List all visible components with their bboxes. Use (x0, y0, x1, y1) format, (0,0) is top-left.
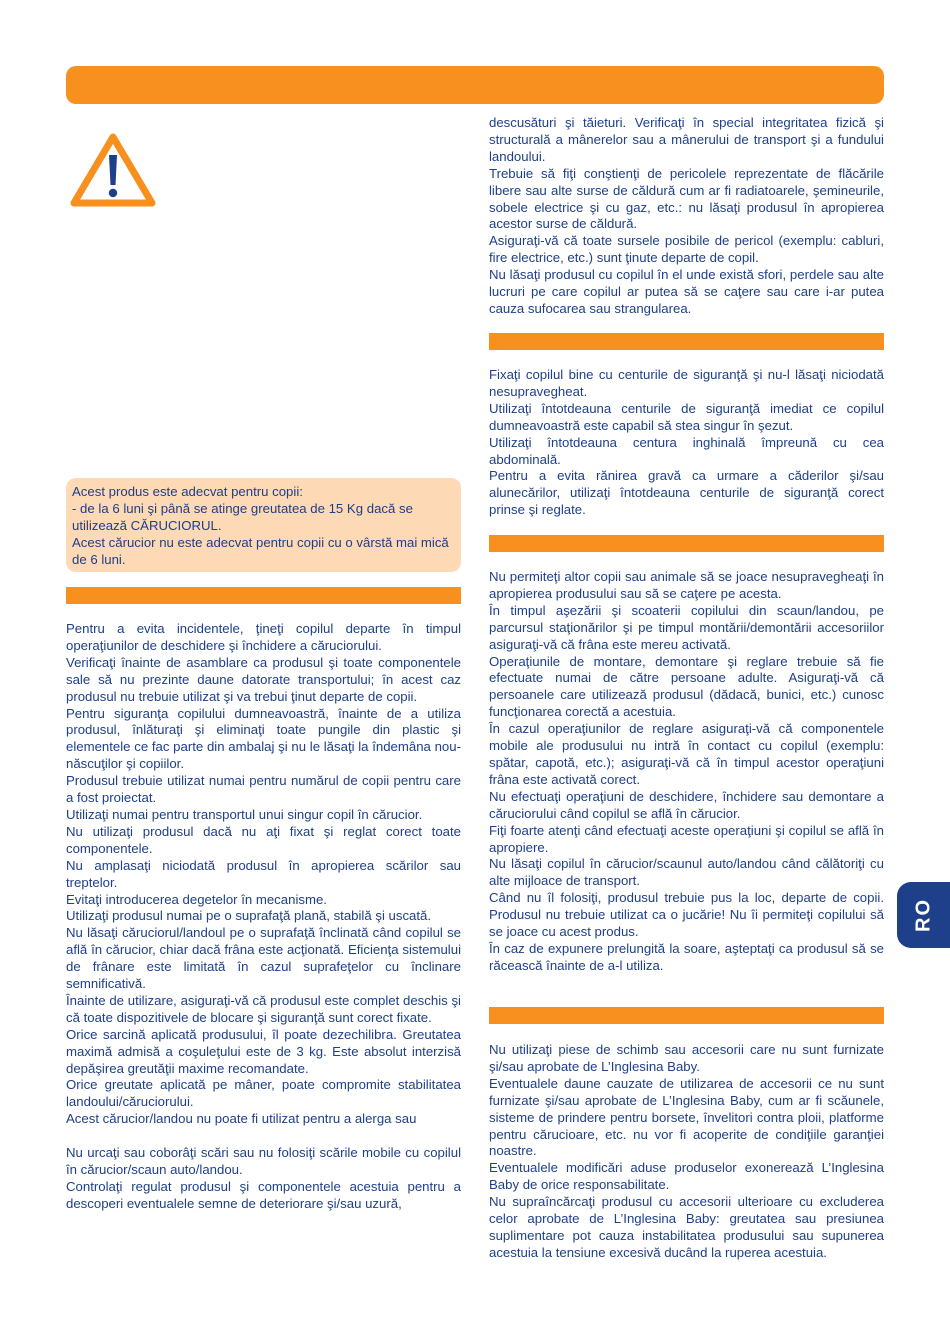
right-block-1 (489, 115, 884, 318)
paragraph: În caz de expunere prelungită la soare, aşteptaţi ca produsul să se răcească înainte de a-l utiliza. (489, 940, 884, 973)
age-line: Acest cărucior nu este adecvat pentru copii cu o vârstă mai mică de 6 luni. (72, 534, 449, 567)
right-block-2 (489, 367, 884, 519)
paragraph: Utilizaţi numai pentru transportul unui singur copil în cărucior. (66, 806, 423, 822)
paragraph: Nu efectuaţi operaţiuni de deschidere, închidere sau demontare a căruciorului când copilul se află în cărucior. (489, 788, 884, 821)
paragraph: Utilizaţi întotdeauna centura inghinală împreună cu cea abdominală. (489, 434, 884, 467)
age-line: - de la 6 luni şi până se atinge greutatea de 15 Kg dacă se utilizează CĂRUCIORUL. (72, 500, 413, 533)
right-block-3 (489, 569, 884, 975)
section-bar (489, 333, 884, 350)
paragraph: Nu utilizaţi piese de schimb sau accesorii care nu sunt furnizate şi/sau aprobate de L’Inglesina Baby. (489, 1042, 884, 1074)
paragraph: Trebuie să fiţi conştienţi de pericolele reprezentate de flăcările libere sau alte surse de căldură cum ar fi radiatoarele, şemineurile, sobele electrice şi cu gaz, etc.: nu lăsaţi produsul în apropierea acestor surse de căldură. (489, 165, 884, 232)
paragraph: Pentru siguranţa copilului dumneavoastră, înainte de a utiliza produsul, înlăturaţi şi eliminaţi toate pungile din plastic şi elementele ce fac parte din ambalaj şi nu le lăsaţi la îndemâna nou-născuţilor şi copiilor. (66, 705, 461, 772)
paragraph: Acest cărucior/landou nu poate fi utilizat pentru a alerga sau (66, 1111, 417, 1127)
paragraph: În cazul operaţiunilor de reglare asiguraţi-vă că componentele mobile ale produsului nu intră în contact cu copilul (exemplu: spătar, capotă, etc.); asiguraţi-vă că în timpul acestor operaţiuni frâna este activată corect. (489, 721, 884, 787)
language-tab (897, 882, 950, 948)
age-line: Acest produs este adecvat pentru copii: (72, 484, 303, 499)
section-bar (489, 535, 884, 552)
paragraph: Evitaţi introducerea degetelor în mecanisme. (66, 891, 327, 907)
paragraph: Înainte de utilizare, asiguraţi-vă că produsul este complet deschis şi că toate dispozitivele de blocare şi siguranţă sunt corect fixate. (66, 992, 461, 1025)
paragraph: Eventualele modificări aduse produselor exonerează L’Inglesina Baby de orice responsabilitate. (489, 1160, 884, 1193)
section-bar (489, 1007, 884, 1024)
paragraph: Orice sarcină aplicată produsului, îl poate dezechilibra. Greutatea maximă admisă a coşuleţului este de 3 kg. Este absolut interzisă depăşirea greutăţii maxime recomandate. (66, 1026, 461, 1076)
paragraph: Utilizaţi produsul numai pe o suprafaţă plană, stabilă şi uscată. (66, 908, 432, 924)
section-bar (66, 587, 461, 604)
paragraph: Orice greutate aplicată pe mâner, poate compromite stabilitatea landoului/căruciorului. (66, 1077, 461, 1110)
paragraph: Verificaţi înainte de asamblare ca produsul şi toate componentele sale să nu prezinte daune datorate transportului; în acest caz produsul nu trebuie utilizat şi va trebui ţinut departe de copii. (66, 654, 461, 704)
paragraph: Produsul trebuie utilizat numai pentru numărul de copii pentru care a fost proiectat. (66, 773, 461, 806)
paragraph: Nu permiteţi altor copii sau animale să se joace nesupravegheaţi în apropierea produsului sau să se caţere pe acesta. (489, 569, 884, 601)
warning-triangle-icon (70, 131, 156, 209)
paragraph: Eventualele daune cauzate de utilizarea de accesorii ce nu sunt furnizate şi/sau aprobate de L’Inglesina Baby, cum ar fi scăunele, sisteme de prindere pentru borsete, învelitori contra ploii, platforme pentru cărucioare, etc. nu vor fi acoperite de condiţiile garanţiei noastre. (489, 1075, 884, 1159)
paragraph: Fixaţi copilul bine cu centurile de siguranţă şi nu-l lăsaţi niciodată nesupravegheat. (489, 367, 884, 399)
paragraph: Când nu îl folosiţi, produsul trebuie pus la loc, departe de copii. Produsul nu trebuie utilizat ca o jucărie! Nu îi permiteţi copilului să se joace cu acest produs. (489, 890, 884, 940)
age-suitability-box (66, 478, 461, 572)
left-column-text (66, 621, 461, 1213)
paragraph: descusături şi tăieturi. Verificaţi în special integritatea fizică şi structurală a mânerelor sau a mânerului de transport şi a fundului landoului. (489, 115, 884, 164)
paragraph: Controlaţi regulat produsul şi componentele acestuia pentru a descoperi eventualele semne de deteriorare şi/sau uzură, (66, 1178, 461, 1211)
paragraph: Nu supraîncărcaţi produsul cu accesorii ulterioare cu excluderea celor aprobate de L’Inglesina Baby: greutatea sau presiunea suplimentare pot cauza instabilitatea produsului sau supunerea acestuia la tensiune excesivă ducând la ruperea acestuia. (489, 1194, 884, 1260)
language-tab-label: RO (912, 898, 934, 932)
paragraph: Nu amplasaţi niciodată produsul în apropierea scărilor sau treptelor. (66, 857, 461, 890)
paragraph: Utilizaţi întotdeauna centurile de siguranţă imediat ce copilul dumneavoastră este capabil să stea singur în şezut. (489, 400, 884, 433)
paragraph: Nu lăsaţi produsul cu copilul în el unde există sfori, perdele sau alte lucruri pe care copilul ar putea să se caţere sau care i-ar putea cauza sufocarea sau strangularea. (489, 267, 884, 316)
paragraph: Nu utilizaţi produsul dacă nu aţi fixat şi reglat corect toate componentele. (66, 823, 461, 856)
paragraph: Pentru a evita incidentele, ţineţi copilul departe în timpul operaţiunilor de deschidere şi închidere a căruciorului. (66, 621, 461, 653)
paragraph: Asiguraţi-vă că toate sursele posibile de pericol (exemplu: cabluri, fire electrice, etc.) sunt ţinute departe de copil. (489, 233, 884, 266)
paragraph: Nu lăsaţi copilul în cărucior/scaunul auto/landou când călătoriţi cu alte mijloace de transport. (489, 856, 884, 889)
right-block-4 (489, 1042, 884, 1262)
blank-line (66, 1128, 461, 1145)
paragraph: Operaţiunile de montare, demontare şi reglare trebuie să fie efectuate numai de către persoane adulte. Asiguraţi-vă că persoanele care utilizează produsul (dădacă, bunici, etc.) cunosc funcţionarea corectă a acestuia. (489, 653, 884, 720)
header-bar (66, 66, 884, 104)
paragraph: Nu lăsaţi căruciorul/landoul pe o suprafaţă înclinată când copilul se află în cărucior, chiar dacă frâna este acţionată. Eficienţa sistemului de frânare este limitată în cazul suprafeţelor cu înclinare semnificativă. (66, 925, 461, 992)
paragraph: Pentru a evita rănirea gravă ca urmare a căderilor şi/sau alunecărilor, utilizaţi întotdeauna centurile de siguranţă corect prinse şi reglate. (489, 468, 884, 518)
paragraph: În timpul aşezării şi scoaterii copilului din scaun/landou, pe parcursul staţionărilor şi pe timpul montării/demontării accesoriilor asiguraţi-vă că frâna este mereu activată. (489, 602, 884, 652)
paragraph: Fiţi foarte atenţi când efectuaţi aceste operaţiuni şi copilul se află în apropiere. (489, 822, 884, 855)
paragraph: Nu urcaţi sau coborâţi scări sau nu folosiţi scările mobile cu copilul în cărucior/scaun auto/landou. (66, 1145, 461, 1177)
